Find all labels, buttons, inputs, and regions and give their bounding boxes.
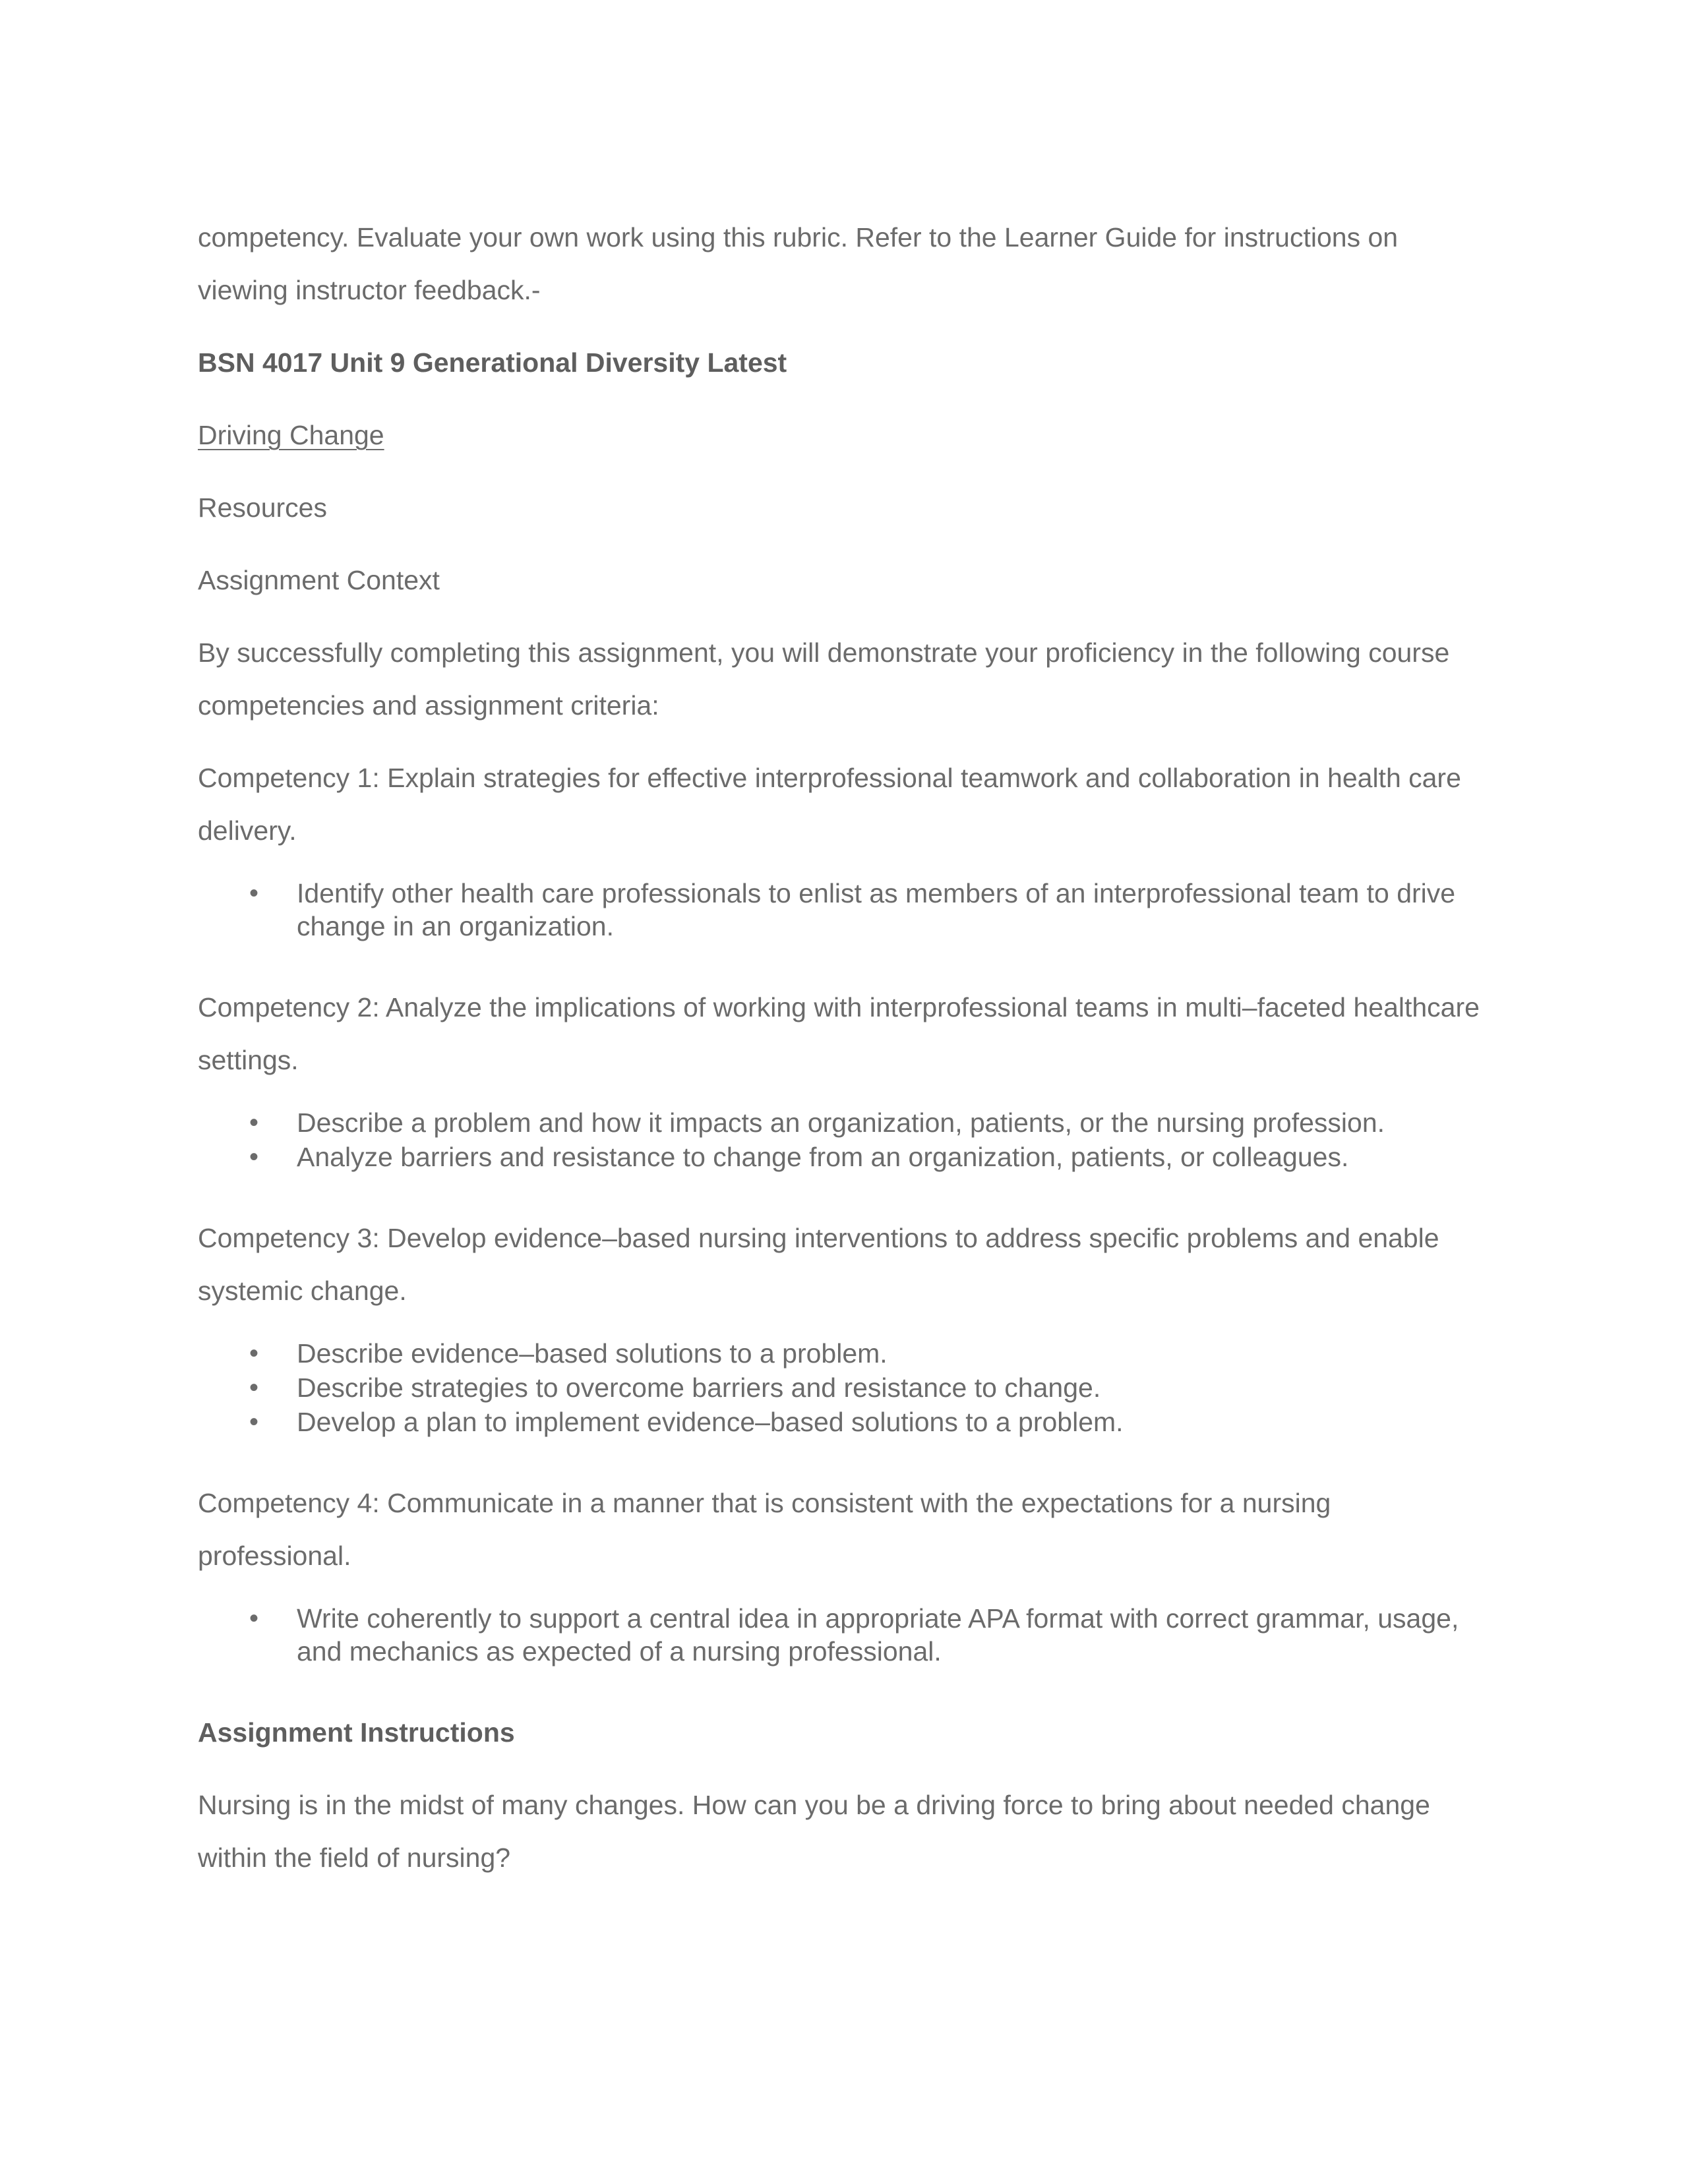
list-item [198, 1602, 1490, 1668]
instructions-paragraph: Nursing is in the midst of many changes. How can you be a driving force to bring about needed change within the field of nursing? [198, 1790, 1430, 1873]
bullet-text: Develop a plan to implement evidence–based solutions to a problem. [297, 1407, 1124, 1437]
instructions-heading: Assignment Instructions [198, 1717, 515, 1748]
competency-4-text: Competency 4: Communicate in a manner that is consistent with the expectations for a nursing professional. [198, 1488, 1331, 1571]
list-item [198, 1337, 1490, 1370]
bullet-text: Describe evidence–based solutions to a problem. [297, 1338, 888, 1369]
bullet-icon: • [249, 1407, 259, 1436]
intro-paragraph: competency. Evaluate your own work using this rubric. Refer to the Learner Guide for instructions on viewing instructor feedback.- [198, 222, 1399, 305]
context-paragraph: By successfully completing this assignment, you will demonstrate your proficiency in the following course competencies and assignment criteria: [198, 637, 1450, 721]
competency-3-text: Competency 3: Develop evidence–based nursing interventions to address specific problems and enable systemic change. [198, 1223, 1439, 1306]
bullet-text: Analyze barriers and resistance to change from an organization, patients, or colleagues. [297, 1142, 1349, 1172]
competency-2-bullets [198, 1106, 1490, 1173]
competency-2-text: Competency 2: Analyze the implications of working with interprofessional teams in multi–faceted healthcare settings. [198, 992, 1480, 1075]
list-item [198, 1140, 1490, 1173]
competency-3-bullets [198, 1337, 1490, 1438]
document-title: BSN 4017 Unit 9 Generational Diversity Latest [198, 347, 787, 378]
driving-change-paragraph [198, 409, 1490, 461]
list-item [198, 877, 1490, 943]
bullet-icon: • [249, 879, 259, 908]
bullet-text: Describe a problem and how it impacts an organization, patients, or the nursing profession. [297, 1107, 1385, 1138]
assignment-context-label: Assignment Context [198, 565, 440, 595]
bullet-icon: • [249, 1373, 259, 1402]
bullet-text: Write coherently to support a central idea in appropriate APA format with correct grammar, usage, and mechanics as expected of a nursing professional. [297, 1603, 1459, 1667]
bullet-icon: • [249, 1142, 259, 1171]
driving-change-link[interactable]: Driving Change [198, 420, 384, 450]
competency-4-bullets [198, 1602, 1490, 1668]
bullet-icon: • [249, 1339, 259, 1368]
competency-1-bullets [198, 877, 1490, 943]
list-item [198, 1371, 1490, 1404]
list-item [198, 1405, 1490, 1438]
bullet-text: Describe strategies to overcome barriers and resistance to change. [297, 1372, 1101, 1403]
bullet-icon: • [249, 1604, 259, 1633]
bullet-icon: • [249, 1108, 259, 1137]
document-page [198, 211, 1490, 1904]
resources-label: Resources [198, 492, 327, 523]
competency-1-text: Competency 1: Explain strategies for effective interprofessional teamwork and collaboration in health care delivery. [198, 763, 1461, 846]
list-item [198, 1106, 1490, 1139]
bullet-text: Identify other health care professionals to enlist as members of an interprofessional team to drive change in an organization. [297, 878, 1456, 941]
